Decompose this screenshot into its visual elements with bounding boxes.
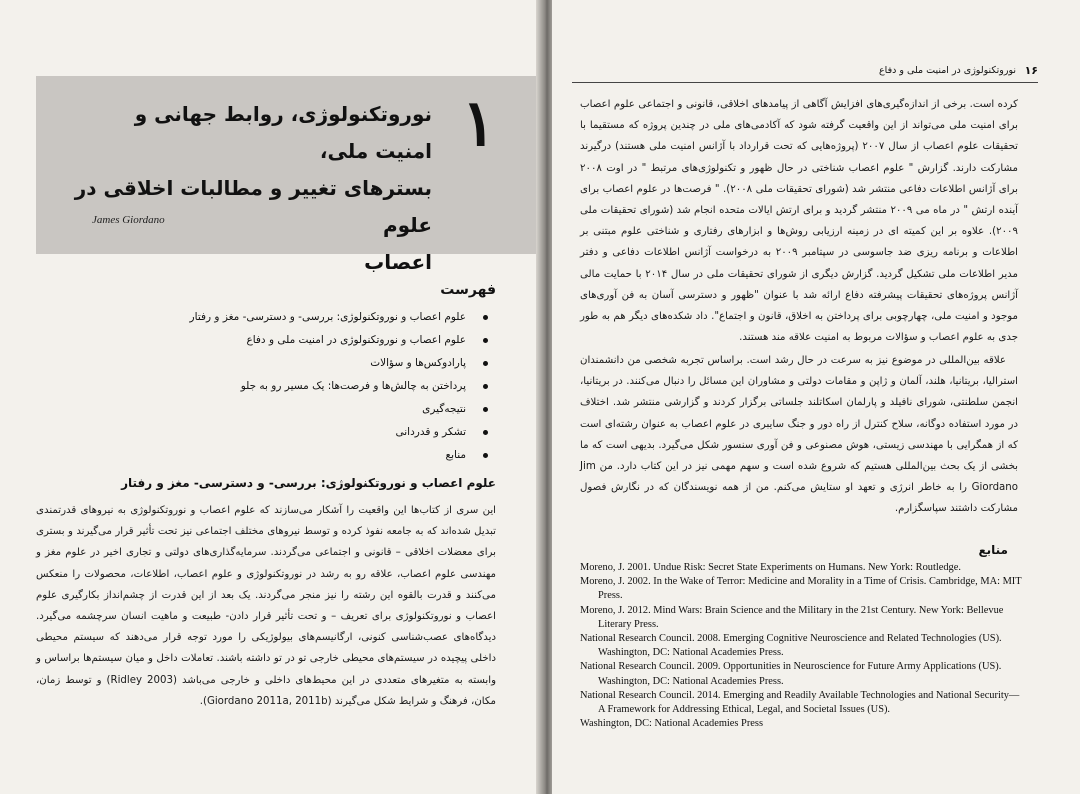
toc-item: نتیجه‌گیری [76,398,488,421]
toc-item: پرداختن به چالش‌ها و فرصت‌ها: یک مسیر رو به جلو [76,375,488,398]
toc-item: پارادوکس‌ها و سؤالات [76,352,488,375]
chapter-title [72,96,432,281]
reference-item: National Research Council. 2009. Opportunities in Neuroscience for Future Army Applications (US). Washington, DC: National Academies Press. [580,661,1002,687]
reference-item: Moreno, J. 2001. Undue Risk: Secret State Experiments on Humans. New York: Routledge. [580,562,961,573]
bullet-icon [483,384,488,389]
references-list [580,561,1026,731]
reference-item: National Research Council. 2014. Emerging and Readily Available Technologies and National Security—A Framework for Addressing Ethical, Legal, and Societal Issues (US). [580,689,1020,716]
bullet-icon [483,430,488,435]
page-number: ۱۶ [1024,64,1038,77]
section-body: این سری از کتاب‌ها این واقعیت را آشکار می‌سازند که علوم اعصاب و نوروتکنولوژی به نیروهای قدرتمندی تبدیل شده‌اند که به جامعه نفوذ کرده و توسط نیروهای مختلف اجتماعی نیز تحت تأثیر قرار می‌گیرند و بستری برای معضلات اخلاقی – قانونی و اجتماعی می‌گردند. سرمایه‌گذاری‌های دولتی و تجاری اخیر در علوم مغز و مهندسی علوم اعصاب، علاقه رو به رشد در نوروتکنولوژی و علوم اعصاب، اطلاعات، محصولات را منعکس می‌کنند و قدرت بالقوه این رشته را نیز منجر می‌گردند. یک بعد از این قدرت از چشم‌انداز بکارگیری علوم اعصاب و نوروتکنولوژی برای تعریف – و تحت تأثیر قرار دادن- طبیعت و ماهیت انسان سرچشمه می‌گیرد. دیدگاه‌های عصب‌شناسی کنونی، ارگانیسم‌های بیولوژیکی را مورد توجه قرار می‌دهند که سیستم محیطی داخلی پیچیده در سیستم‌های محیطی خارجی تو در تو داشته باشند. تعاملات داخل و میان سیستم‌ها براساس و وابسته به متغیرهای متعددی در این محیط‌های داخلی و خارجی می‌باشد (Ridley 2003) و توسط زمان، مکان، فرهنگ و شرایط شکل می‌گیرند (Giordano 2011a, 2011b). [36,505,496,707]
toc-heading: فهرست [440,282,496,298]
chapter-title-line-1: نوروتکنولوژی، روابط جهانی و امنیت ملی، [134,102,432,163]
chapter-title-line-3: اعصاب [364,250,432,274]
toc-item: تشکر و قدردانی [76,421,488,444]
bullet-icon [483,361,488,366]
toc-item: علوم اعصاب و نوروتکنولوژی: بررسی- و دسترسی- مغز و رفتار [76,306,488,329]
chapter-header [36,76,540,274]
reference-item: Moreno, J. 2002. In the Wake of Terror: Medicine and Morality in a Time of Crisis. Cambridge, MA: MIT Press. [580,576,1022,602]
body-paragraph-1: کرده است. برخی از اندازه‌گیری‌های افزایش آگاهی از پیامدهای اخلاقی، قانونی و اجتماعی علوم اعصاب برای امنیت ملی می‌تواند از این واقعیت گرفته شود که آکادمی‌های ملی در چندین پروژه که مستقیما با تحقیقات علوم اعصاب از سال ۲۰۰۷ (پروژه‌هایی که تحت قرارداد با آژانس امنیت ملی هستند) درگیرند مشارکت دارند. گزارش " علوم اعصاب شناختی در حال ظهور و تکنولوژی‌های مرتبط " در اوت ۲۰۰۸ برای آژانس اطلاعات دفاعی منتشر شد (شورای تحقیقات ملی ۲۰۰۸). " فرصت‌ها در علوم اعصاب برای آینده ارتش " در ماه می ۲۰۰۹ منتشر گردید و برای ارتش ایالات متحده انجام شد (شورای تحقیقات ملی ۲۰۰۹). علاوه بر این کمیته ای در زمینه ارزیابی روش‌ها و ابزارهای رفتاری و شناختی علوم مبتنی بر اطلاعات و برنامه ریزی ضد جاسوسی در سپتامبر ۲۰۰۹ به درخواست آژانس اطلاعات دفاعی و دفتر مدیر اطلاعات ملی تشکیل گردید. گزارش دیگری از شورای تحقیقات ملی در سال ۲۰۱۴ با حمایت مالی آژانس پروژه‌های تحقیقات پیشرفته دفاع ارائه شد با عنوان "ظهور و دسترسی آسان به فن آوری‌های موجود و امنیت ملی، چهارچوبی برای پرداختن به اخلاق، قانون و اجتماع". داد شکده‌های دیگر هم به طور جدی به علوم اعصاب و سؤالات مربوط به امنیت علاقه مند هستند. [580,99,1019,344]
right-page [552,0,1080,794]
bullet-icon [483,407,488,412]
toc-item: علوم اعصاب و نوروتکنولوژی در امنیت ملی و دفاع [76,329,488,352]
table-of-contents [76,282,496,467]
references-heading: منابع [978,543,1008,557]
toc-item: منابع [76,444,488,467]
chapter-number: ۱ [461,86,496,161]
bullet-icon [483,315,488,320]
section-heading: علوم اعصاب و نوروتکنولوژی: بررسی- و دسترسی- مغز و رفتار [121,476,496,490]
bullet-icon [483,338,488,343]
toc-list [76,306,496,467]
reference-item: Washington, DC: National Academies Press [580,718,763,730]
chapter-title-line-2: بسترهای تغییر و مطالبات اخلاقی در علوم [74,176,432,237]
reference-item: National Research Council. 2008. Emerging Cognitive Neuroscience and Related Technologies (US). Washington, DC: National Academies Press. [580,633,1002,659]
running-head [572,64,1038,83]
reference-item: Moreno, J. 2012. Mind Wars: Brain Science and the Military in the 21st Century. New York: Bellevue Literary Press. [580,604,1004,630]
chapter-author: James Giordano [92,214,165,226]
bullet-icon [483,453,488,458]
running-title: نوروتکنولوژی در امنیت ملی و دفاع [879,65,1016,76]
body-paragraph-2: علاقه بین‌المللی در موضوع نیز به سرعت در حال رشد است. براساس تجربه شخصی من دانشمندان استرالیا، بریتانیا، هلند، آلمان و ژاپن و مقامات دولتی و مشاوران این مسائل را دنبال می‌کنند. در بریتانیا، انجمن سلطنتی، شورای نافیلد و پارلمان اسکاتلند جلساتی برگزار کردند و گزارشی منتشر شد. اختلاف در مورد استفاده دوگانه، سلاح کنترل از راه دور و جنگ سایبری در علوم اعصاب به عنوان رشته‌ای است که از همگرایی با مهندسی زیستی، هوش مصنوعی و فن آوری سنسور شکل می‌گیرد. بدیهی است که ما بخشی از یک بحث بین‌المللی هستیم که شروع شده است و سهم مهمی نیز در این کتاب دارد. من Jim Giordano را به خاطر انرژی و تعهد او ستایش می‌کنم. من از همه نویسندگان که در نگارش فصول مشارکت داشتند سپاسگزارم. [580,355,1018,515]
